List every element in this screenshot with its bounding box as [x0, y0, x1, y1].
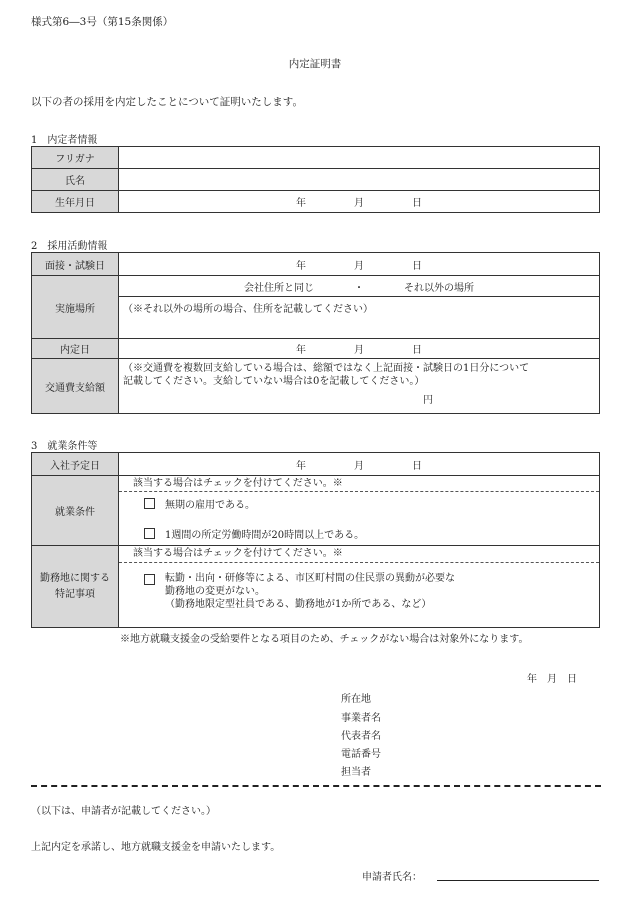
workplace-label-2: 特記事項	[55, 588, 95, 600]
month-unit: 月	[354, 345, 364, 356]
birthdate-label: 生年月日	[32, 191, 119, 213]
condition-1-row[interactable]	[119, 496, 599, 511]
signature-field[interactable]	[437, 880, 599, 881]
workplace-label	[32, 546, 119, 628]
issue-date: 年 月 日	[527, 674, 577, 685]
location-label: 実施場所	[32, 276, 119, 339]
employment-conditions-table	[31, 452, 600, 628]
section3-heading: 3 就業条件等	[31, 441, 98, 452]
start-date-label: 入社予定日	[32, 453, 119, 476]
section1-heading: 1 内定者情報	[31, 135, 98, 146]
issuer-phone-label: 電話番号	[341, 749, 381, 760]
intro-text: 以下の者の採用を内定したことについて証明いたします。	[31, 96, 303, 108]
workplace-label-1: 勤務地に関する	[40, 572, 110, 584]
workplace-item-2: 勤務地の変更がない。	[165, 586, 265, 597]
year-unit: 年	[296, 260, 306, 272]
workplace-cell	[119, 546, 600, 628]
location-note: （※それ以外の場所の場合、住所を記載してください）	[123, 304, 373, 315]
transport-label: 交通費支給額	[32, 359, 119, 414]
issuer-contact-label: 担当者	[341, 767, 371, 778]
workplace-row[interactable]	[119, 572, 599, 611]
name-field[interactable]	[119, 169, 600, 191]
year-unit: 年	[296, 198, 306, 209]
issuer-representative-label: 代表者名	[341, 731, 381, 742]
transport-unit: 円	[423, 395, 433, 406]
furigana-label: フリガナ	[32, 147, 119, 169]
transport-field[interactable]	[119, 359, 600, 414]
condition-1-text: 無期の雇用である。	[165, 500, 255, 511]
page-title: 内定証明書	[288, 58, 342, 70]
workplace-item-3: （勤務地限定型社員である、勤務地が1か所である、など）	[165, 599, 432, 610]
birthdate-field[interactable]	[119, 191, 600, 213]
location-address-field[interactable]	[119, 297, 600, 339]
condition-2-text: 1週間の所定労働時間が20時間以上である。	[165, 530, 365, 541]
day-unit: 日	[412, 260, 422, 272]
offer-date-label: 内定日	[32, 339, 119, 359]
day-unit: 日	[412, 460, 422, 472]
conditions-cell	[119, 476, 600, 546]
month-unit: 月	[354, 260, 364, 272]
issuer-address-label: 所在地	[341, 694, 371, 705]
section2-heading: 2 採用活動情報	[31, 241, 108, 252]
condition-2-checkbox[interactable]	[144, 528, 155, 539]
workplace-checkbox[interactable]	[144, 574, 155, 585]
year-unit: 年	[296, 345, 306, 356]
transport-note-2: 記載してください。支給していない場合は0を記載してください。）	[123, 376, 425, 387]
recruit-activity-table	[31, 252, 600, 414]
interview-date-field[interactable]	[119, 253, 600, 276]
location-options	[119, 276, 600, 297]
workplace-item-1: 転勤・出向・研修等による、市区町村間の住民票の異動が必要な	[165, 573, 455, 584]
applicant-statement: 上記内定を承諾し、地方就職支援金を申請いたします。	[31, 842, 281, 853]
furigana-field[interactable]	[119, 147, 600, 169]
start-date-field[interactable]	[119, 453, 600, 476]
conditions-instruction: 該当する場合はチェックを付けてください。※	[119, 476, 599, 492]
condition-1-checkbox[interactable]	[144, 498, 155, 509]
month-unit: 月	[354, 198, 364, 209]
issuer-business-label: 事業者名	[341, 713, 381, 724]
applicant-signature-label: 申請者氏名：	[362, 872, 422, 883]
applicant-info-table	[31, 146, 600, 213]
location-option-same[interactable]: 会社住所と同じ	[244, 282, 314, 294]
location-separator: ・	[354, 282, 364, 294]
conditions-label: 就業条件	[32, 476, 119, 546]
form-number: 様式第6―3号（第15条関係）	[31, 16, 174, 28]
year-unit: 年	[296, 460, 306, 472]
workplace-instruction: 該当する場合はチェックを付けてください。※	[119, 546, 599, 563]
day-unit: 日	[412, 345, 422, 356]
transport-note-1: （※交通費を複数回支給している場合は、総額ではなく上記面接・試験日の1日分について	[123, 363, 530, 374]
day-unit: 日	[412, 198, 422, 209]
location-option-other[interactable]: それ以外の場所	[404, 282, 474, 294]
name-label: 氏名	[32, 169, 119, 191]
applicant-note: （以下は、申請者が記載してください。）	[31, 806, 216, 817]
cut-line	[31, 785, 601, 787]
footnote: ※地方就職支援金の受給要件となる項目のため、チェックがない場合は対象外になります。	[120, 634, 529, 645]
month-unit: 月	[354, 460, 364, 472]
condition-2-row[interactable]	[119, 526, 599, 541]
interview-date-label: 面接・試験日	[32, 253, 119, 276]
offer-date-field[interactable]	[119, 339, 600, 359]
